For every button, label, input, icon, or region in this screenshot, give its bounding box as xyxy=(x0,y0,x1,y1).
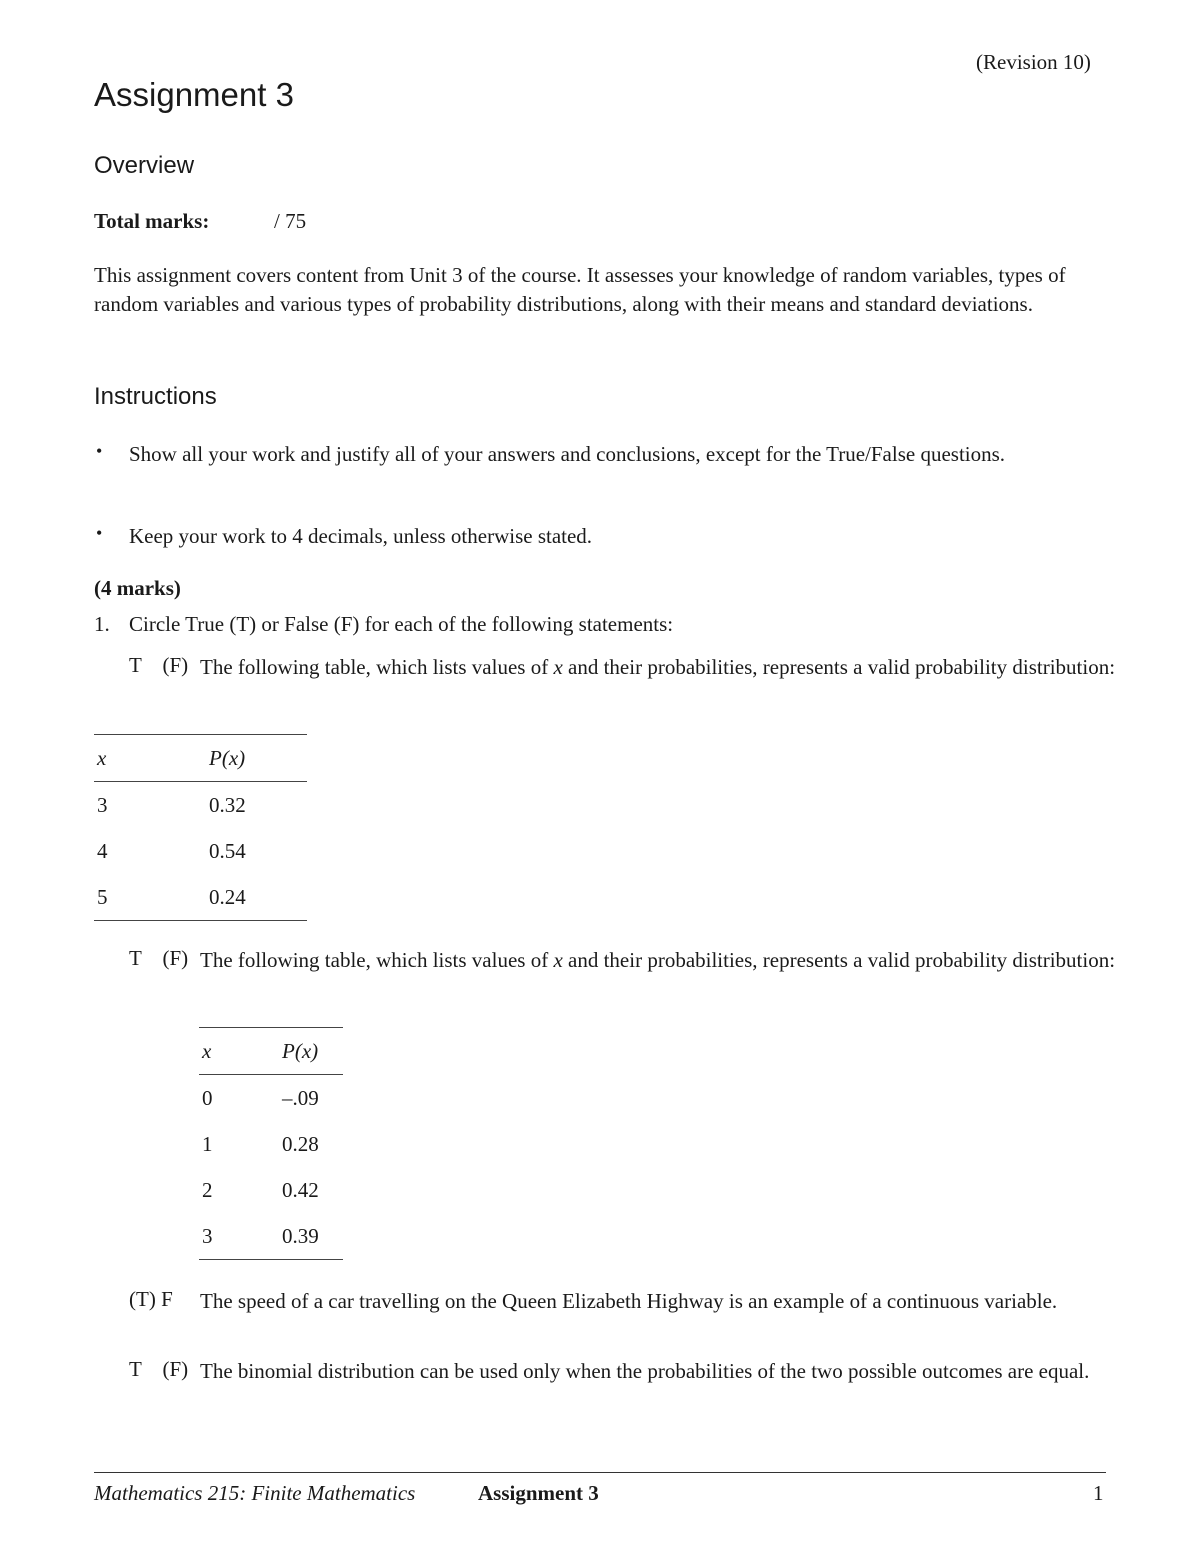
statement-text: The speed of a car travelling on the Queen Elizabeth Highway is an example of a continuous variable. xyxy=(200,1289,1058,1313)
page-number: 1 xyxy=(1093,1481,1104,1505)
question-marks: (4 marks) xyxy=(94,576,181,600)
table-cell: 0 xyxy=(202,1085,213,1110)
instructions-heading: Instructions xyxy=(94,383,217,410)
statement-text: The following table, which lists values of x and their probabilities, represents a valid probability distribution: xyxy=(200,655,1116,679)
footer-assignment-title: Assignment 3 xyxy=(478,1481,599,1505)
variable-x: x xyxy=(553,948,563,972)
variable-x: x xyxy=(553,655,563,679)
total-marks-value: / 75 xyxy=(274,209,307,233)
table-cell: 0.24 xyxy=(209,884,246,909)
statement-text: The binomial distribution can be used only when the probabilities of the two possible outcomes are equal. xyxy=(200,1359,1090,1383)
table-row xyxy=(199,1167,343,1213)
question-number: 1. xyxy=(94,612,110,636)
table-cell: 0.39 xyxy=(282,1223,319,1248)
table-header-px: P(x) xyxy=(209,745,246,770)
statement-text: The following table, which lists values of x and their probabilities, represents a valid probability distribution: xyxy=(200,948,1116,972)
table-header-x: x xyxy=(97,745,107,770)
table-cell: 0.54 xyxy=(209,838,246,863)
table-row xyxy=(199,1213,343,1260)
probability-table-1 xyxy=(94,734,307,921)
bullet-icon: • xyxy=(96,441,103,461)
table-cell: –.09 xyxy=(282,1085,319,1110)
table-row xyxy=(94,782,307,829)
probability-table-2 xyxy=(199,1027,343,1260)
overview-heading: Overview xyxy=(94,152,195,179)
page-title: Assignment 3 xyxy=(94,76,294,113)
table-cell: 0.28 xyxy=(282,1131,319,1156)
table-cell: 0.42 xyxy=(282,1177,319,1202)
table-row xyxy=(199,1075,343,1122)
table-cell: 5 xyxy=(97,884,108,909)
intro-paragraph: This assignment covers content from Unit 3 of the course. It assesses your knowledge of random variables, types of random variables and various types of probability distributions, along with their means and standard deviations. xyxy=(94,263,1066,316)
bullet-icon: • xyxy=(96,523,103,543)
table-cell: 0.32 xyxy=(209,792,246,817)
total-marks-label: Total marks: xyxy=(94,209,210,233)
true-false-choice: T (F) xyxy=(129,653,189,677)
table-header-x: x xyxy=(202,1038,212,1063)
footer-course-title: Mathematics 215: Finite Mathematics xyxy=(94,1481,416,1505)
question-text: Circle True (T) or False (F) for each of the following statements: xyxy=(129,612,674,636)
table-cell: 1 xyxy=(202,1131,213,1156)
table-cell: 3 xyxy=(202,1223,213,1248)
instruction-item: Keep your work to 4 decimals, unless otherwise stated. xyxy=(129,524,593,548)
true-false-choice: T (F) xyxy=(129,946,189,970)
table-header-px: P(x) xyxy=(282,1038,319,1063)
table-cell: 3 xyxy=(97,792,108,817)
revision-label: (Revision 10) xyxy=(976,50,1091,74)
true-false-choice: T (F) xyxy=(129,1357,189,1381)
table-row xyxy=(199,1121,343,1167)
true-false-choice: (T) F xyxy=(129,1287,173,1311)
instruction-item: Show all your work and justify all of your answers and conclusions, except for the True/False questions. xyxy=(129,442,1006,466)
table-row xyxy=(94,828,307,874)
footer-divider xyxy=(94,1472,1106,1473)
table-row xyxy=(94,874,307,921)
table-cell: 4 xyxy=(97,838,108,863)
table-cell: 2 xyxy=(202,1177,213,1202)
